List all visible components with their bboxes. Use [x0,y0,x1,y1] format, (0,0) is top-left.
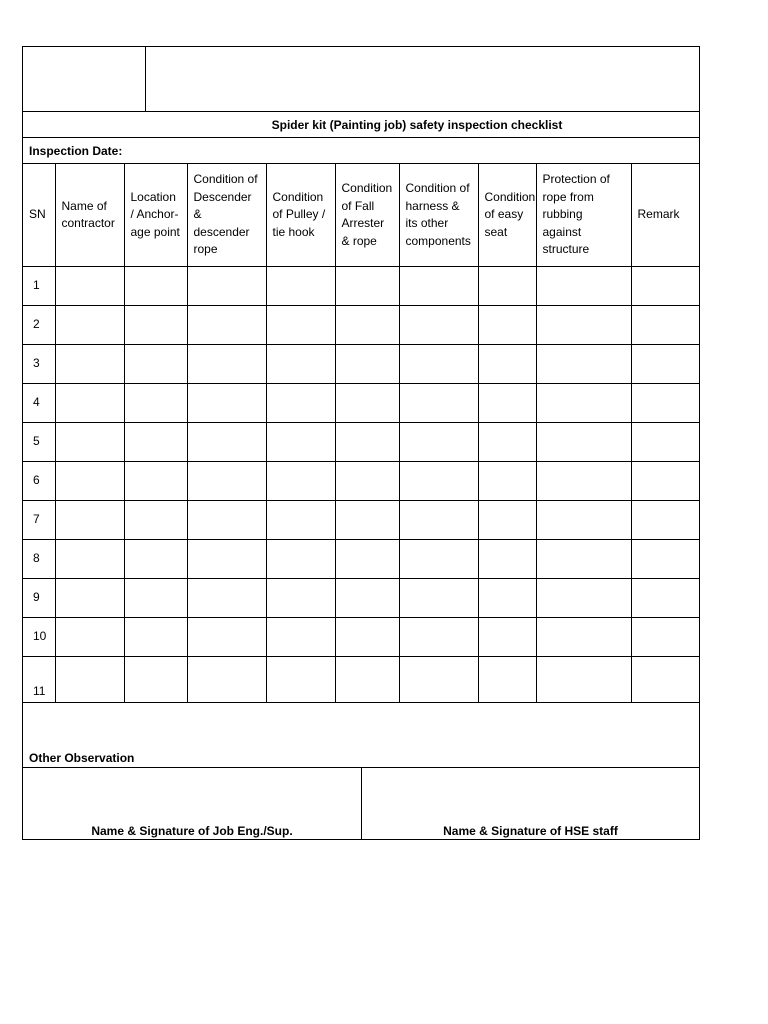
rope-protection-cell[interactable] [536,618,631,657]
contractor-cell[interactable] [55,579,124,618]
fall-arrester-cell[interactable] [335,540,399,579]
hse-staff-signature-box[interactable] [361,768,699,839]
column-header-fall-arrester: Condition of Fall Arrester & rope [335,164,399,267]
location-cell[interactable] [124,501,187,540]
remark-cell[interactable] [631,267,699,306]
descender-cell[interactable] [187,345,266,384]
harness-cell[interactable] [399,345,478,384]
harness-cell[interactable] [399,423,478,462]
descender-cell[interactable] [187,657,266,703]
rope-protection-cell[interactable] [536,579,631,618]
remark-cell[interactable] [631,579,699,618]
table-row [23,501,699,540]
row-number: 10 [23,618,55,657]
harness-cell[interactable] [399,384,478,423]
contractor-cell[interactable] [55,267,124,306]
rope-protection-cell[interactable] [536,384,631,423]
contractor-cell[interactable] [55,384,124,423]
fall-arrester-cell[interactable] [335,501,399,540]
easy-seat-cell[interactable] [478,462,536,501]
checklist-table [23,164,699,703]
location-cell[interactable] [124,618,187,657]
descender-cell[interactable] [187,540,266,579]
pulley-cell[interactable] [266,267,335,306]
location-cell[interactable] [124,267,187,306]
table-row [23,267,699,306]
easy-seat-cell[interactable] [478,267,536,306]
harness-cell[interactable] [399,540,478,579]
remark-cell[interactable] [631,423,699,462]
fall-arrester-cell[interactable] [335,423,399,462]
inspection-form [22,46,700,840]
row-number: 11 [23,657,55,703]
pulley-cell[interactable] [266,423,335,462]
rope-protection-cell[interactable] [536,540,631,579]
fall-arrester-cell[interactable] [335,267,399,306]
easy-seat-cell[interactable] [478,306,536,345]
row-number: 9 [23,579,55,618]
descender-cell[interactable] [187,384,266,423]
checklist-body [23,267,699,703]
pulley-cell[interactable] [266,306,335,345]
contractor-cell[interactable] [55,618,124,657]
harness-cell[interactable] [399,306,478,345]
remark-cell[interactable] [631,462,699,501]
table-row [23,345,699,384]
rope-protection-cell[interactable] [536,462,631,501]
column-header-remark: Remark [631,164,699,267]
contractor-cell[interactable] [55,423,124,462]
column-header-easy-seat: Condition of easy seat [478,164,536,267]
column-header-contractor: Name of contractor [55,164,124,267]
easy-seat-cell[interactable] [478,540,536,579]
inspection-date-label: Inspection Date: [29,143,123,158]
checklist-table-wrap [23,163,699,703]
harness-cell[interactable] [399,618,478,657]
descender-cell[interactable] [187,579,266,618]
table-row [23,618,699,657]
header-row [23,164,699,267]
fall-arrester-cell[interactable] [335,462,399,501]
table-row [23,384,699,423]
row-number: 6 [23,462,55,501]
fall-arrester-cell[interactable] [335,306,399,345]
easy-seat-cell[interactable] [478,501,536,540]
pulley-cell[interactable] [266,618,335,657]
easy-seat-cell[interactable] [478,657,536,703]
rope-protection-cell[interactable] [536,345,631,384]
row-number: 2 [23,306,55,345]
location-cell[interactable] [124,306,187,345]
form-title: Spider kit (Painting job) safety inspection checklist [271,117,563,132]
descender-cell[interactable] [187,267,266,306]
rope-protection-cell[interactable] [536,501,631,540]
remark-cell[interactable] [631,384,699,423]
remark-cell[interactable] [631,306,699,345]
fall-arrester-cell[interactable] [335,345,399,384]
row-number: 1 [23,267,55,306]
signature-row [23,767,699,839]
hse-staff-signature-label: Name & Signature of HSE staff [443,824,618,838]
row-number: 4 [23,384,55,423]
pulley-cell[interactable] [266,345,335,384]
inspection-date-row[interactable] [23,137,699,163]
easy-seat-cell[interactable] [478,618,536,657]
descender-cell[interactable] [187,501,266,540]
fall-arrester-cell[interactable] [335,657,399,703]
table-row [23,423,699,462]
table-row [23,306,699,345]
column-header-rope-protection: Protection of rope from rubbing against structure [536,164,631,267]
row-number: 7 [23,501,55,540]
column-header-pulley: Condition of Pulley / tie hook [266,164,335,267]
rope-protection-cell[interactable] [536,267,631,306]
easy-seat-cell[interactable] [478,384,536,423]
contractor-cell[interactable] [55,306,124,345]
harness-cell[interactable] [399,462,478,501]
descender-cell[interactable] [187,306,266,345]
logo-placeholder [23,47,145,111]
remark-cell[interactable] [631,345,699,384]
job-engineer-signature-box[interactable] [23,768,361,839]
location-cell[interactable] [124,345,187,384]
easy-seat-cell[interactable] [478,345,536,384]
contractor-cell[interactable] [55,345,124,384]
rope-protection-cell[interactable] [536,657,631,703]
descender-cell[interactable] [187,423,266,462]
title-row [23,111,699,137]
location-cell[interactable] [124,384,187,423]
column-header-descender: Condition of Descender & descender rope [187,164,266,267]
form-header [23,47,699,111]
pulley-cell[interactable] [266,579,335,618]
easy-seat-cell[interactable] [478,423,536,462]
pulley-cell[interactable] [266,657,335,703]
contractor-cell[interactable] [55,657,124,703]
location-cell[interactable] [124,579,187,618]
pulley-cell[interactable] [266,540,335,579]
header-blank-area [145,47,699,111]
pulley-cell[interactable] [266,501,335,540]
table-row [23,657,699,703]
harness-cell[interactable] [399,579,478,618]
harness-cell[interactable] [399,267,478,306]
remark-cell[interactable] [631,657,699,703]
rope-protection-cell[interactable] [536,423,631,462]
table-row [23,579,699,618]
column-header-harness: Condition of harness & its other components [399,164,478,267]
other-observation-label: Other Observation [29,751,135,765]
location-cell[interactable] [124,657,187,703]
harness-cell[interactable] [399,657,478,703]
table-row [23,462,699,501]
location-cell[interactable] [124,423,187,462]
row-number: 8 [23,540,55,579]
harness-cell[interactable] [399,501,478,540]
rope-protection-cell[interactable] [536,306,631,345]
pulley-cell[interactable] [266,462,335,501]
fall-arrester-cell[interactable] [335,384,399,423]
remark-cell[interactable] [631,501,699,540]
remark-cell[interactable] [631,540,699,579]
contractor-cell[interactable] [55,540,124,579]
fall-arrester-cell[interactable] [335,618,399,657]
descender-cell[interactable] [187,462,266,501]
contractor-cell[interactable] [55,462,124,501]
contractor-cell[interactable] [55,501,124,540]
pulley-cell[interactable] [266,384,335,423]
job-engineer-signature-label: Name & Signature of Job Eng./Sup. [91,824,293,838]
column-header-location: Location / Anchor-age point [124,164,187,267]
other-observation-row[interactable] [23,703,699,767]
row-number: 3 [23,345,55,384]
table-row [23,540,699,579]
easy-seat-cell[interactable] [478,579,536,618]
fall-arrester-cell[interactable] [335,579,399,618]
row-number: 5 [23,423,55,462]
remark-cell[interactable] [631,618,699,657]
location-cell[interactable] [124,462,187,501]
location-cell[interactable] [124,540,187,579]
descender-cell[interactable] [187,618,266,657]
column-header-sn: SN [23,164,55,267]
